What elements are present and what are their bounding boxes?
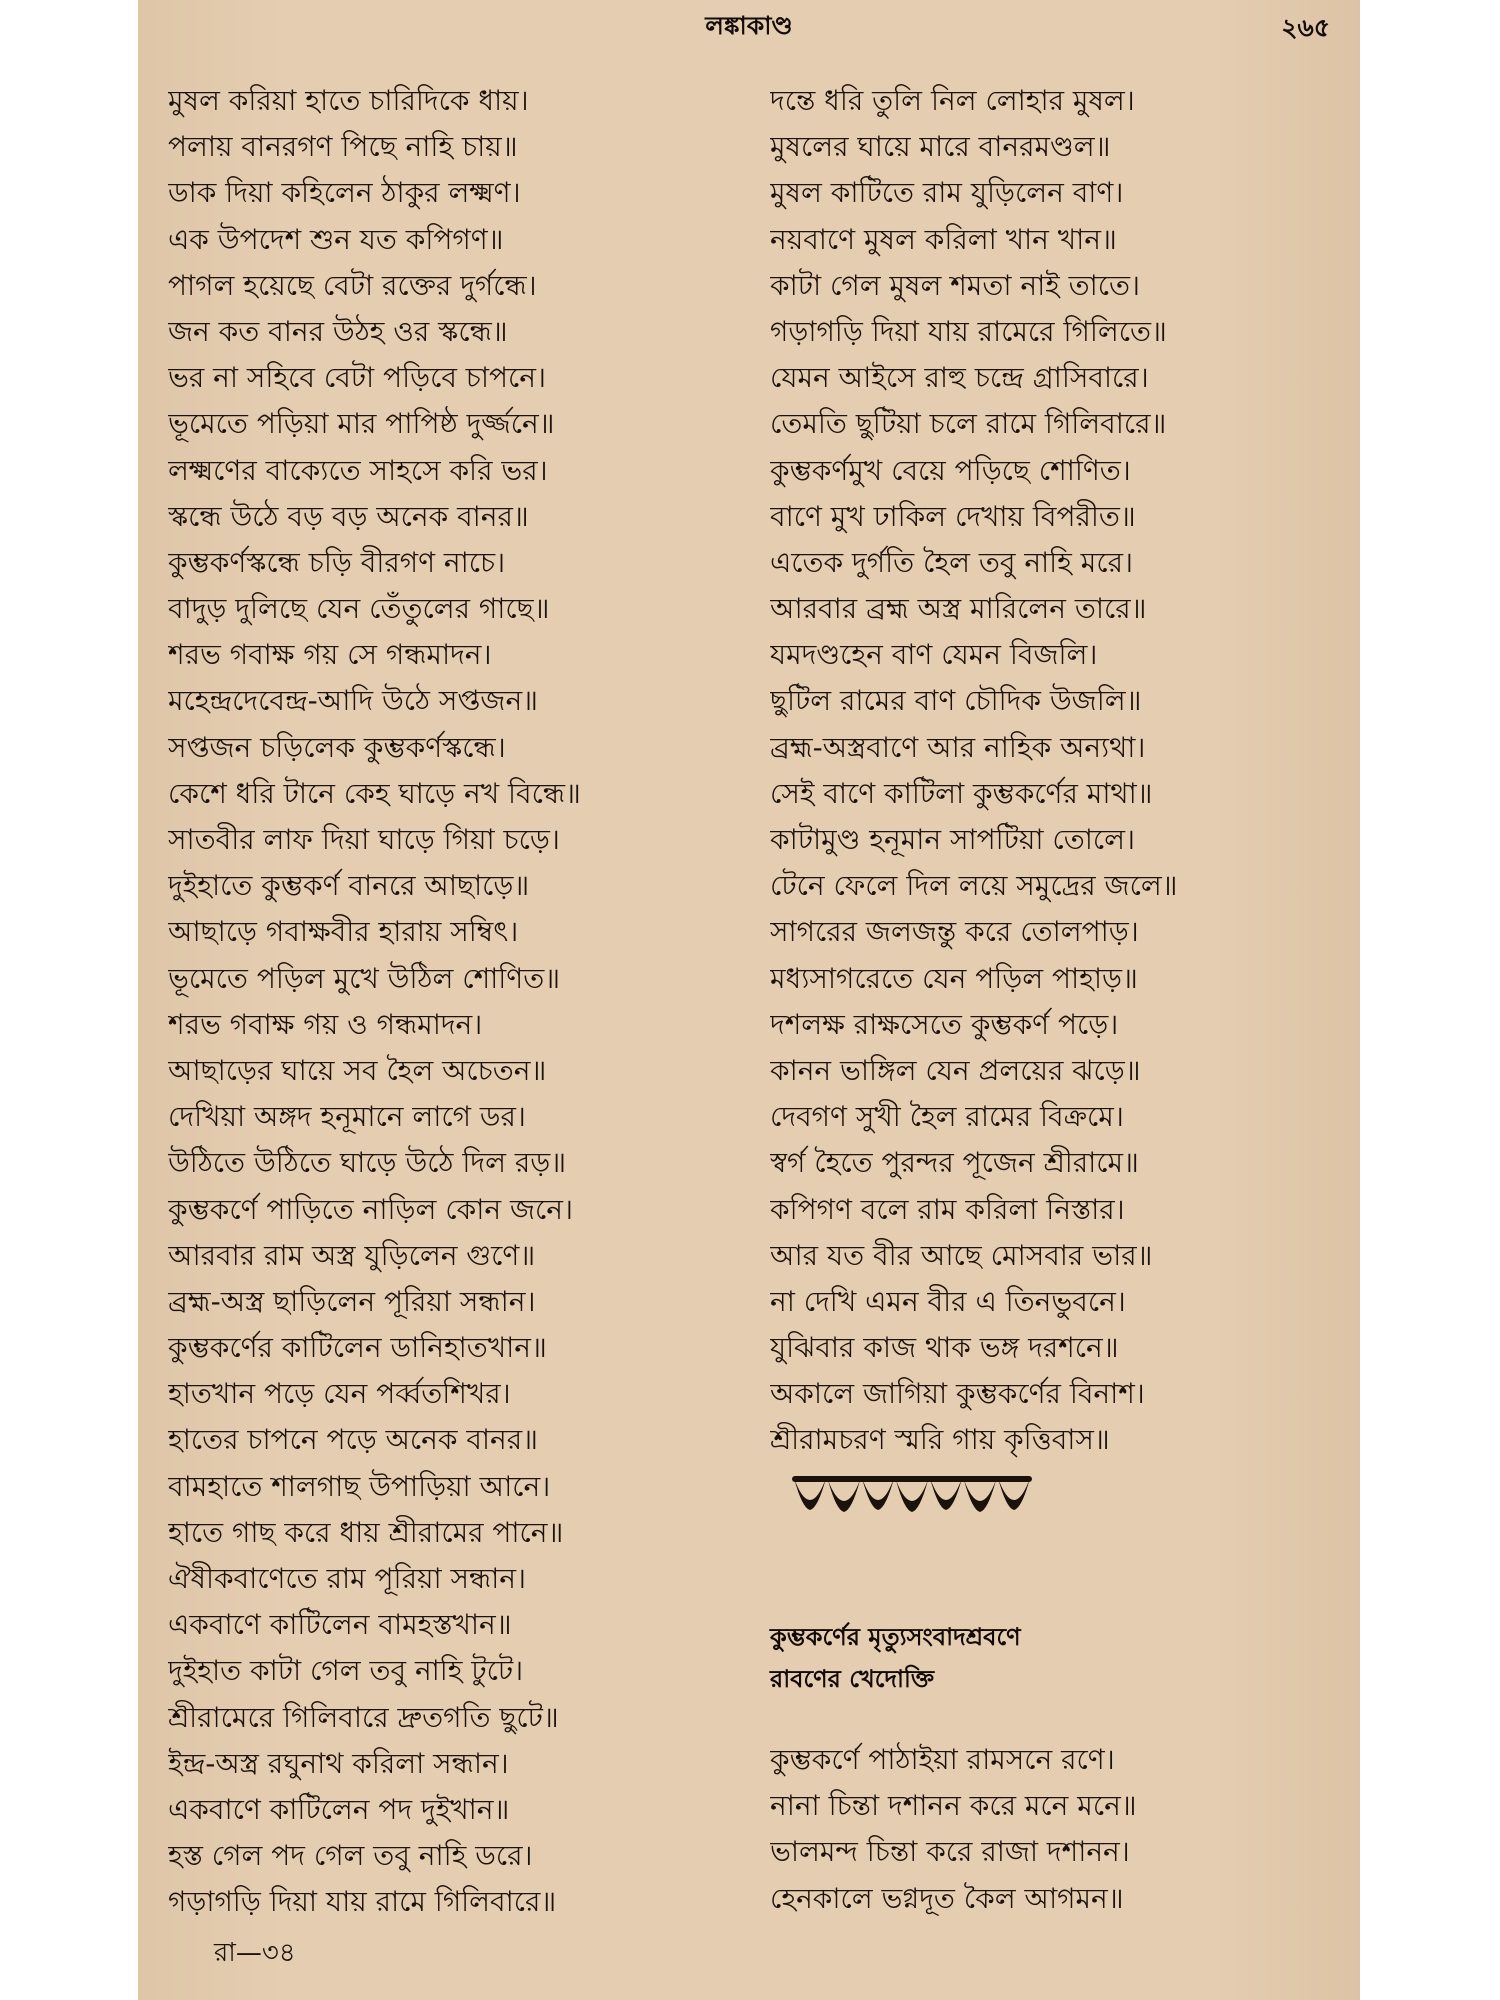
verse-line: ইন্দ্র-অস্ত্র রঘুনাথ করিলা সন্ধান। bbox=[168, 1746, 509, 1780]
verse-line: বাণে মুখ ঢাকিল দেখায় বিপরীত॥ bbox=[770, 499, 1136, 533]
verse-line: না দেখি এমন বীর এ তিনভুবনে। bbox=[770, 1284, 1126, 1318]
verse-line: ভূমেতে পড়িয়া মার পাপিষ্ঠ দুর্জ্জনে॥ bbox=[168, 407, 555, 441]
verse-line: আছাড়ে গবাক্ষবীর হারায় সম্বিৎ। bbox=[168, 915, 519, 949]
verse-line: ছুটিল রামের বাণ চৌদিক উজলি॥ bbox=[770, 684, 1142, 718]
verse-line: দন্তে ধরি তুলি নিল লোহার মুষল। bbox=[770, 84, 1135, 117]
signature-mark: রা—৩৪ bbox=[214, 1938, 296, 1968]
verse-line: কানন ভাঙ্গিল যেন প্রলয়ের ঝড়ে॥ bbox=[770, 1053, 1141, 1087]
verse-line: কুম্ভকর্ণমুখ বেয়ে পড়িছে শোণিত। bbox=[770, 453, 1131, 487]
verse-line: দেবগণ সুখী হৈল রামের বিক্রমে। bbox=[770, 1100, 1124, 1134]
verse-line: মুষল করিয়া হাতে চারিদিকে ধায়। bbox=[168, 84, 529, 117]
verse-line: দশলক্ষ রাক্ষসেতে কুম্ভকর্ণ পড়ে। bbox=[770, 1007, 1119, 1041]
section-heading bbox=[770, 1616, 1330, 1700]
verse-line: মধ্যসাগরেতে যেন পড়িল পাহাড়॥ bbox=[770, 961, 1138, 995]
verse-line: হাতখান পড়ে যেন পর্ব্বতশিখর। bbox=[168, 1377, 511, 1411]
verse-line: কুম্ভকর্ণের কাটিলেন ডানিহাতখান॥ bbox=[168, 1331, 547, 1365]
verse-line: ভূমেতে পড়িল মুখে উঠিল শোণিত॥ bbox=[168, 961, 561, 995]
verse-line: কাটামুণ্ড হনূমান সাপটিয়া তোলে। bbox=[770, 823, 1135, 856]
page-number: ২৬৫ bbox=[1281, 13, 1330, 42]
verse-line: সাতবীর লাফ দিয়া ঘাড়ে গিয়া চড়ে। bbox=[168, 823, 560, 856]
verse-line: কপিগণ বলে রাম করিলা নিস্তার। bbox=[770, 1192, 1125, 1226]
verse-line: ডাক দিয়া কহিলেন ঠাকুর লক্ষ্মণ। bbox=[168, 176, 521, 210]
verse-line: মহেন্দ্রদেবেন্দ্র-আদি উঠে সপ্তজন॥ bbox=[168, 684, 539, 718]
verse-line: পলায় বানরগণ পিছে নাহি চায়॥ bbox=[168, 130, 518, 164]
verse-line: সেই বাণে কাটিলা কুম্ভকর্ণের মাথা॥ bbox=[770, 776, 1153, 810]
verse-line: জন কত বানর উঠহ ওর স্কন্ধে॥ bbox=[168, 314, 508, 348]
verse-line: যুঝিবার কাজ থাক ভঙ্গ দরশনে॥ bbox=[770, 1331, 1119, 1365]
verse-line: কুম্ভকর্ণস্কন্ধে চড়ি বীরগণ নাচে। bbox=[168, 545, 506, 579]
verse-line: স্বর্গ হৈতে পুরন্দর পূজেন শ্রীরামে॥ bbox=[770, 1146, 1139, 1180]
verse-line: এক উপদেশ শুন যত কপিগণ॥ bbox=[168, 222, 504, 256]
verse-line: আরবার ব্রহ্ম অস্ত্র মারিলেন তারে॥ bbox=[770, 592, 1147, 626]
verse-line: উঠিতে উঠিতে ঘাড়ে উঠে দিল রড়॥ bbox=[168, 1146, 567, 1180]
verse-line: শ্রীরামচরণ স্মরি গায় কৃত্তিবাস॥ bbox=[770, 1423, 1110, 1457]
verse-line: নানা চিন্তা দশানন করে মনে মনে॥ bbox=[770, 1789, 1137, 1823]
verse-line: ভর না সহিবে বেটা পড়িবে চাপনে। bbox=[168, 361, 547, 395]
verse-line: কুম্ভকর্ণে পাড়িতে নাড়িল কোন জনে। bbox=[168, 1192, 573, 1226]
verse-line: নয়বাণে মুষল করিলা খান খান॥ bbox=[770, 222, 1117, 256]
verse-line: অকালে জাগিয়া কুম্ভকর্ণের বিনাশ। bbox=[770, 1377, 1145, 1411]
verse-line: কুম্ভকর্ণে পাঠাইয়া রামসনে রণে। bbox=[770, 1743, 1115, 1776]
verse-line: লক্ষ্মণের বাক্যেতে সাহসে করি ভর। bbox=[168, 453, 548, 487]
verse-line: হেনকালে ভগ্নদূত কৈল আগমন॥ bbox=[770, 1881, 1124, 1915]
verse-line: হস্ত গেল পদ গেল তবু নাহি ডরে। bbox=[168, 1839, 533, 1873]
verse-line: স্কন্ধে উঠে বড় বড় অনেক বানর॥ bbox=[168, 499, 529, 533]
verse-line: এতেক দুর্গতি হৈল তবু নাহি মরে। bbox=[770, 545, 1133, 579]
verse-line: দেখিয়া অঙ্গদ হনূমানে লাগে ডর। bbox=[168, 1100, 526, 1134]
verse-line: দুইহাতে কুম্ভকর্ণ বানরে আছাড়ে॥ bbox=[168, 869, 530, 903]
verse-line: যেমন আইসে রাহু চন্দ্রে গ্রাসিবারে। bbox=[770, 361, 1149, 395]
verse-line: একবাণে কাটিলেন পদ দুইখান॥ bbox=[168, 1792, 510, 1826]
verse-line: শরভ গবাক্ষ গয় ও গন্ধমাদন। bbox=[168, 1007, 483, 1041]
verse-line: কেশে ধরি টানে কেহ ঘাড়ে নখ বিন্ধে॥ bbox=[168, 776, 581, 810]
verse-line: হাতের চাপনে পড়ে অনেক বানর॥ bbox=[168, 1423, 538, 1457]
verse-line: ব্রহ্ম-অস্ত্রবাণে আর নাহিক অন্যথা। bbox=[770, 730, 1146, 764]
verse-line: ঐষীকবাণেতে রাম পূরিয়া সন্ধান। bbox=[168, 1562, 527, 1595]
book-page bbox=[138, 0, 1360, 2000]
verse-line: সাগরের জলজন্তু করে তোলপাড়। bbox=[770, 915, 1139, 949]
verse-line: ভালমন্দ চিন্তা করে রাজা দশানন। bbox=[770, 1835, 1130, 1869]
verse-line: টেনে ফেলে দিল লয়ে সমুদ্রের জলে॥ bbox=[770, 869, 1178, 903]
verse-line: দুইহাত কাটা গেল তবু নাহি টুটে। bbox=[168, 1654, 524, 1688]
verse-line: মুষল কাটিতে রাম যুড়িলেন বাণ। bbox=[770, 176, 1124, 210]
verse-line: শ্রীরামেরে গিলিবারে দ্রুতগতি ছুটে॥ bbox=[168, 1700, 559, 1734]
running-header-title: লঙ্কাকাণ্ড bbox=[705, 11, 793, 40]
verse-line: তেমতি ছুটিয়া চলে রামে গিলিবারে॥ bbox=[770, 407, 1167, 441]
verse-line: হাতে গাছ করে ধায় শ্রীরামের পানে॥ bbox=[168, 1515, 564, 1549]
ornament-divider-icon bbox=[788, 1470, 1048, 1526]
verse-line: যমদণ্ডহেন বাণ যেমন বিজলি। bbox=[770, 638, 1098, 672]
section-heading-line-2: রাবণের খেদোক্তি bbox=[770, 1665, 935, 1693]
verse-line: বাদুড় দুলিছে যেন তেঁতুলের গাছে॥ bbox=[168, 592, 550, 626]
right-verse-column bbox=[770, 78, 1350, 1464]
left-verse-column bbox=[168, 78, 728, 1926]
verse-line: বামহাতে শালগাছ উপাড়িয়া আনে। bbox=[168, 1469, 551, 1503]
verse-line: সপ্তজন চড়িলেক কুম্ভকর্ণস্কন্ধে। bbox=[168, 730, 506, 764]
verse-line: একবাণে কাটিলেন বামহস্তখান॥ bbox=[168, 1608, 512, 1642]
verse-line: পাগল হয়েছে বেটা রক্তের দুর্গন্ধে। bbox=[168, 268, 537, 302]
section-heading-line-1: কুম্ভকর্ণের মৃত্যুসংবাদশ্রবণে bbox=[770, 1623, 1021, 1651]
section-verse-column bbox=[770, 1737, 1350, 1922]
verse-line: আরবার রাম অস্ত্র যুড়িলেন গুণে॥ bbox=[168, 1238, 536, 1272]
verse-line: আর যত বীর আছে মোসবার ভার॥ bbox=[770, 1238, 1153, 1272]
verse-line: গড়াগড়ি দিয়া যায় রামেরে গিলিতে॥ bbox=[770, 314, 1167, 348]
verse-line: মুষলের ঘায়ে মারে বানরমণ্ডল॥ bbox=[770, 130, 1111, 164]
verse-line: শরভ গবাক্ষ গয় সে গন্ধমাদন। bbox=[168, 638, 492, 672]
verse-line: কাটা গেল মুষল শমতা নাই তাতে। bbox=[770, 268, 1141, 302]
verse-line: গড়াগড়ি দিয়া যায় রামে গিলিবারে॥ bbox=[168, 1885, 557, 1919]
verse-line: আছাড়ের ঘায়ে সব হৈল অচেতন॥ bbox=[168, 1053, 547, 1087]
verse-line: ব্রহ্ম-অস্ত্র ছাড়িলেন পূরিয়া সন্ধান। bbox=[168, 1284, 536, 1318]
